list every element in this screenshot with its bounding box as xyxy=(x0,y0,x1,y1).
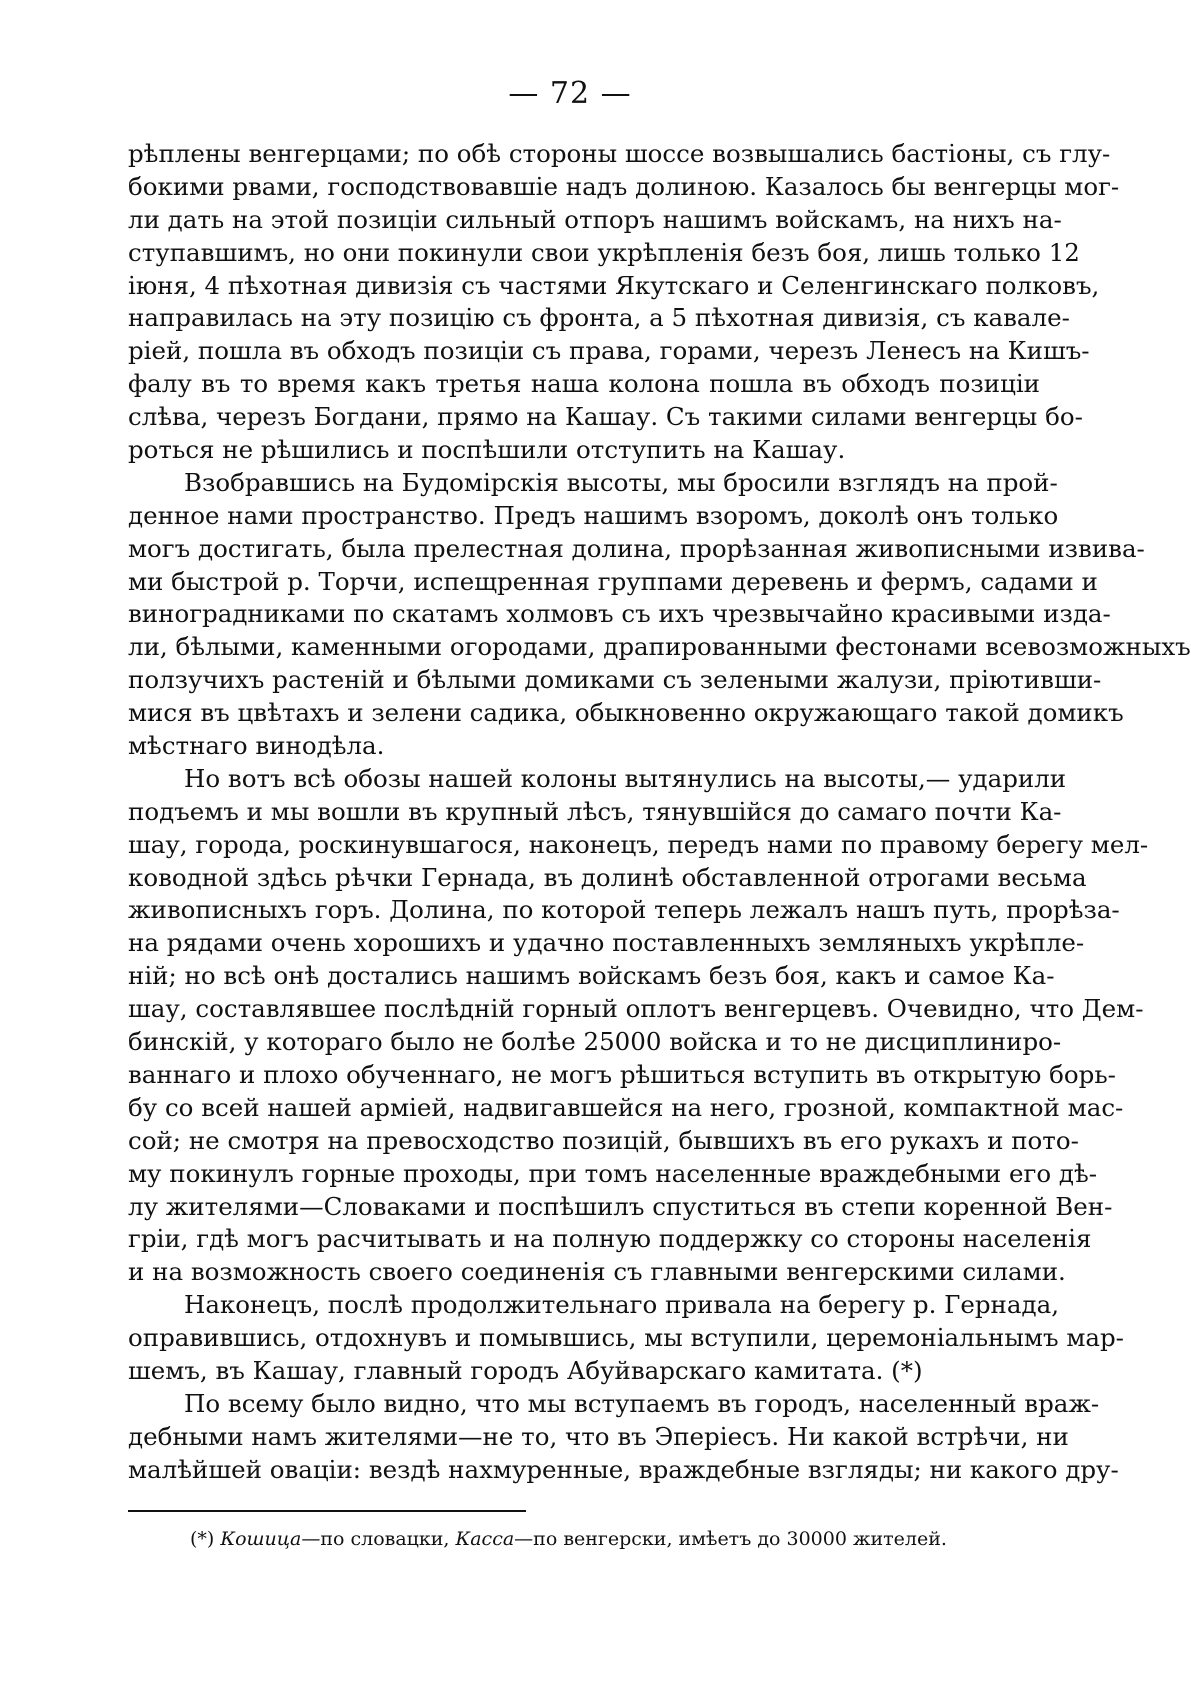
paragraph xyxy=(128,1388,1119,1487)
text-line: Но вотъ всѣ обозы нашей колоны вытянулись на высоты,— ударили xyxy=(184,763,1067,793)
text-line: подъемъ и мы вошли въ крупный лѣсъ, тянувшійся до самаго почти Ка- xyxy=(128,796,1062,826)
text-line: ли дать на этой позиціи сильный отпоръ нашимъ войскамъ, на нихъ на- xyxy=(128,204,1062,234)
text-line: ководной здѣсь рѣчки Гернада, въ долинѣ обставленной отрогами весьма xyxy=(128,862,1087,892)
text-line: ваннаго и плохо обученнаго, не могъ рѣшиться вступить въ открытую борь- xyxy=(128,1059,1116,1089)
text-line: По всему было видно, что мы вступаемъ въ городъ, населенный враж- xyxy=(184,1388,1100,1418)
text-line: живописныхъ горъ. Долина, по которой теперь лежалъ нашъ путь, прорѣза- xyxy=(128,895,1120,925)
text-line: сой; не смотря на превосходство позицій, бывшихъ въ его рукахъ и пото- xyxy=(128,1125,1079,1155)
text-line: денное нами пространство. Предъ нашимъ взоромъ, доколѣ онъ только xyxy=(128,500,1059,530)
text-line: ступавшимъ, но они покинули свои укрѣпленія безъ боя, лишь только 12 xyxy=(128,237,1080,267)
paragraph xyxy=(128,138,1120,467)
text-line: слѣва, черезъ Богдани, прямо на Кашау. Съ такими силами венгерцы бо- xyxy=(128,402,1083,432)
text-line: іюня, 4 пѣхотная дивизія съ частями Якутскаго и Селенгинскаго полковъ, xyxy=(128,270,1100,300)
body-text xyxy=(128,138,1191,1487)
text-line: ній; но всѣ онѣ достались нашимъ войскамъ безъ боя, какъ и самое Ка- xyxy=(128,961,1055,991)
text-line: ріей, пошла въ обходъ позиціи съ права, горами, черезъ Ленесъ на Кишъ- xyxy=(128,336,1090,366)
text-line: фалу въ то время какъ третья наша колона пошла въ обходъ позиціи xyxy=(128,369,1040,399)
footnote-italic-term-2: Касса xyxy=(455,1528,515,1550)
footnote-text-2: —по венгерски, имѣетъ до 30000 жителей. xyxy=(514,1528,947,1550)
paragraph xyxy=(128,467,1191,763)
text-line: му покинулъ горные проходы, при томъ населенные враждебными его дѣ- xyxy=(128,1158,1098,1188)
text-line: рѣплены венгерцами; по обѣ стороны шоссе возвышались бастіоны, съ глу- xyxy=(128,139,1111,168)
text-line: бокими рвами, господствовавшіе надъ долиною. Казалось бы венгерцы мог- xyxy=(128,171,1120,201)
text-line: мися въ цвѣтахъ и зелени садика, обыкновенно окружающаго такой домикъ xyxy=(128,698,1124,728)
paragraph xyxy=(128,763,1149,1289)
footnote-italic-term-1: Кошица xyxy=(220,1528,302,1550)
page-number: — 72 — xyxy=(508,76,632,111)
text-line: Взобравшись на Будомірскія высоты, мы бросили взглядъ на прой- xyxy=(184,467,1058,497)
footnote-text-1: —по словацки, xyxy=(301,1528,450,1550)
text-line: шемъ, въ Кашау, главный городъ Абуйварскаго камитата. (*) xyxy=(128,1355,923,1385)
text-line: виноградниками по скатамъ холмовъ съ ихъ чрезвычайно красивыми изда- xyxy=(128,599,1111,629)
text-line: бу со всей нашей арміей, надвигавшейся на него, грозной, компактной мас- xyxy=(128,1092,1124,1122)
footnote-marker: (*) xyxy=(190,1528,215,1550)
text-line: ли, бѣлыми, каменными огородами, драпированными фестонами всевозможныхъ xyxy=(128,632,1191,662)
text-line: могъ достигать, была прелестная долина, прорѣзанная живописными извива- xyxy=(128,533,1145,563)
footnote-divider xyxy=(128,1510,526,1512)
footnote xyxy=(190,1526,1040,1552)
text-line: на рядами очень хорошихъ и удачно поставленныхъ земляныхъ укрѣпле- xyxy=(128,928,1085,958)
text-line: роться не рѣшились и поспѣшили отступить на Кашау. xyxy=(128,435,846,465)
text-line: шау, города, роскинувшагося, наконецъ, передъ нами по правому берегу мел- xyxy=(128,829,1149,859)
text-line: оправившись, отдохнувъ и помывшись, мы вступили, церемоніальнымъ мар- xyxy=(128,1323,1124,1353)
text-line: бинскій, у котораго было не болѣе 25000 войска и то не дисциплиниро- xyxy=(128,1027,1062,1057)
text-line: Наконецъ, послѣ продолжительнаго привала на берегу р. Гернада, xyxy=(184,1290,1059,1320)
text-line: ползучихъ растеній и бѣлыми домиками съ зелеными жалузи, пріютивши- xyxy=(128,665,1102,695)
text-line: лу жителями—Словаками и поспѣшилъ спуститься въ степи коренной Вен- xyxy=(128,1191,1113,1221)
text-line: и на возможность своего соединенія съ главными венгерскими силами. xyxy=(128,1257,1066,1287)
text-line: дебными намъ жителями—не то, что въ Эперіесъ. Ни какой встрѣчи, ни xyxy=(128,1421,1069,1451)
text-line: шау, составлявшее послѣдній горный оплотъ венгерцевъ. Очевидно, что Дем- xyxy=(128,994,1144,1024)
text-line: мѣстнаго винодѣла. xyxy=(128,731,385,761)
paragraph xyxy=(128,1289,1124,1388)
text-line: ми быстрой р. Торчи, испещренная группами деревень и фермъ, садами и xyxy=(128,566,1098,596)
text-line: малѣйшей оваціи: вездѣ нахмуренные, враждебные взгляды; ни какого дру- xyxy=(128,1454,1119,1484)
text-line: гріи, гдѣ могъ расчитывать и на полную поддержку со стороны населенія xyxy=(128,1224,1092,1254)
text-line: направилась на эту позицію съ фронта, а 5 пѣхотная дивизія, съ кавале- xyxy=(128,303,1070,333)
